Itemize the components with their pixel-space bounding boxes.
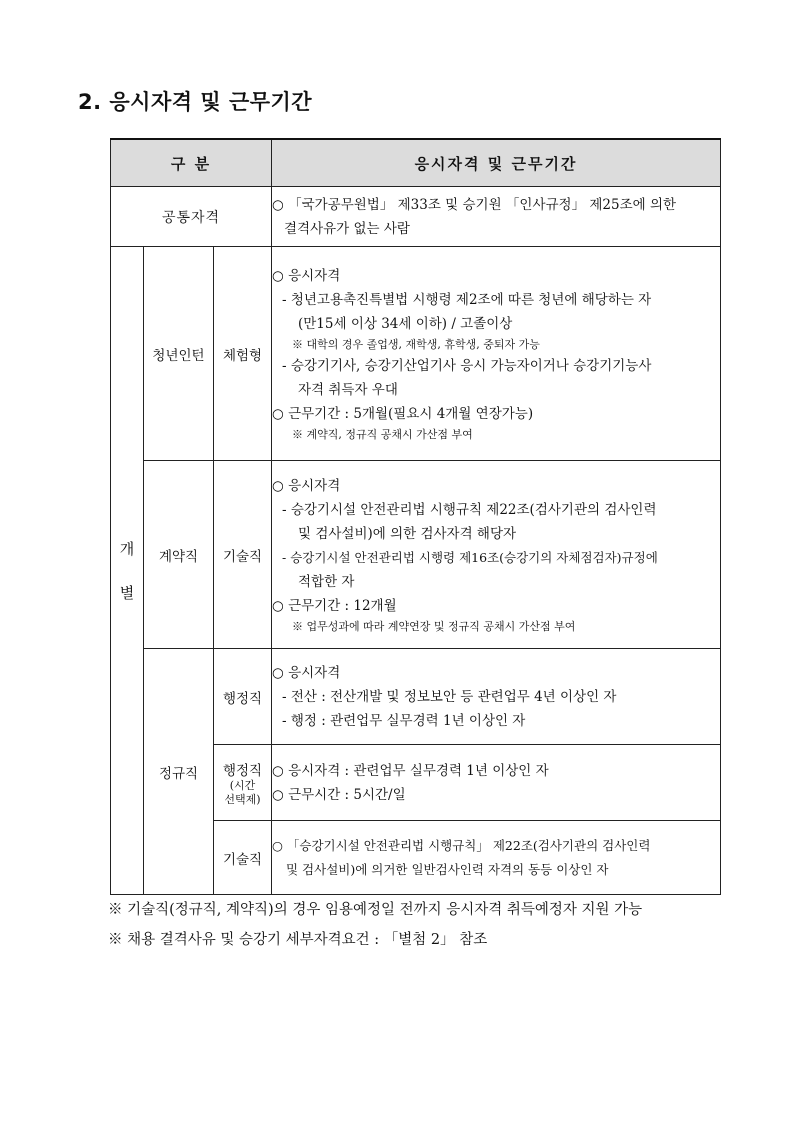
header-qualification: 응시자격 및 근무기간 <box>272 139 721 187</box>
text-line: ○ 「승강기시설 안전관리법 시행규칙」 제22조(검사기관의 검사인력 <box>272 837 651 853</box>
contract-content <box>272 461 721 649</box>
regular-admin-part-content <box>272 745 721 821</box>
text-line: ○ 응시자격 <box>272 267 341 284</box>
regular-tech-type: 기술직 <box>214 821 272 895</box>
table-header-row <box>111 139 721 187</box>
regular-admin-content <box>272 649 721 745</box>
text-line: 및 검사설비)에 의한 검사자격 해당자 <box>298 525 517 542</box>
contract-type: 기술직 <box>214 461 272 649</box>
individual-char: 개 <box>119 539 135 558</box>
type-sublabel: 선택제) <box>224 792 261 806</box>
text-line: 적합한 자 <box>298 573 355 590</box>
qualification-table <box>110 138 721 895</box>
intern-content <box>272 247 721 461</box>
regular-admin-part-type <box>214 745 272 821</box>
regular-group: 정규직 <box>144 649 214 895</box>
regular-admin-type: 행정직 <box>214 649 272 745</box>
common-content <box>272 187 721 247</box>
text-line: - 청년고용촉진특별법 시행령 제2조에 따른 청년에 해당하는 자 <box>282 291 652 308</box>
note-line: ※ 계약직, 정규직 공채시 가산점 부여 <box>292 427 473 441</box>
individual-label <box>111 247 144 895</box>
regular-admin-row <box>111 649 721 745</box>
text-line: ○ 응시자격 <box>272 664 341 681</box>
text-line: - 전산 : 전산개발 및 정보보안 등 관련업무 4년 이상인 자 <box>282 688 617 705</box>
contract-row <box>111 461 721 649</box>
text-line: ○ 근무기간 : 12개월 <box>272 597 397 614</box>
text-line: ○ 근무시간 : 5시간/일 <box>272 786 406 803</box>
text-line: ○ 근무기간 : 5개월(필요시 4개월 연장가능) <box>272 405 534 422</box>
text-line: - 행정 : 관련업무 실무경력 1년 이상인 자 <box>282 712 526 729</box>
text-line: 및 검사설비)에 의거한 일반검사인력 자격의 동등 이상인 자 <box>286 861 609 877</box>
text-line: ○ 응시자격 : 관련업무 실무경력 1년 이상인 자 <box>272 762 549 779</box>
text-line: - 승강기기사, 승강기산업기사 응시 가능자이거나 승강기기능사 <box>282 357 652 374</box>
section-heading: 2. 응시자격 및 근무기간 <box>78 90 313 114</box>
common-line: 결격사유가 없는 사람 <box>284 220 410 237</box>
text-line: (만15세 이상 34세 이하) / 고졸이상 <box>298 315 513 332</box>
individual-char: 별 <box>119 583 135 602</box>
note-line: ※ 대학의 경우 졸업생, 재학생, 휴학생, 중퇴자 가능 <box>292 337 540 351</box>
type-label: 행정직 <box>222 762 263 779</box>
footnote: ※ 기술직(정규직, 계약직)의 경우 임용예정일 전까지 응시자격 취득예정자 지원 가능 <box>108 902 643 918</box>
common-row <box>111 187 721 247</box>
type-sublabel: (시간 <box>229 778 256 792</box>
header-category: 구 분 <box>111 139 272 187</box>
common-line: ○ 「국가공무원법」 제33조 및 승기원 「인사규정」 제25조에 의한 <box>272 196 677 213</box>
common-label: 공통자격 <box>111 187 272 247</box>
intern-group: 청년인턴 <box>144 247 214 461</box>
regular-tech-content <box>272 821 721 895</box>
text-line: 자격 취득자 우대 <box>298 381 398 398</box>
text-line: - 승강기시설 안전관리법 시행규칙 제22조(검사기관의 검사인력 <box>282 501 657 518</box>
footnote: ※ 채용 결격사유 및 승강기 세부자격요건 : 「별첨 2」 참조 <box>108 932 488 948</box>
intern-type: 체험형 <box>214 247 272 461</box>
text-line: ○ 응시자격 <box>272 477 341 494</box>
contract-group: 계약직 <box>144 461 214 649</box>
intern-row <box>111 247 721 461</box>
text-line: - 승강기시설 안전관리법 시행령 제16조(승강기의 자체점검자)규정에 <box>282 549 658 565</box>
note-line: ※ 업무성과에 따라 계약연장 및 정규직 공채시 가산점 부여 <box>292 619 576 633</box>
